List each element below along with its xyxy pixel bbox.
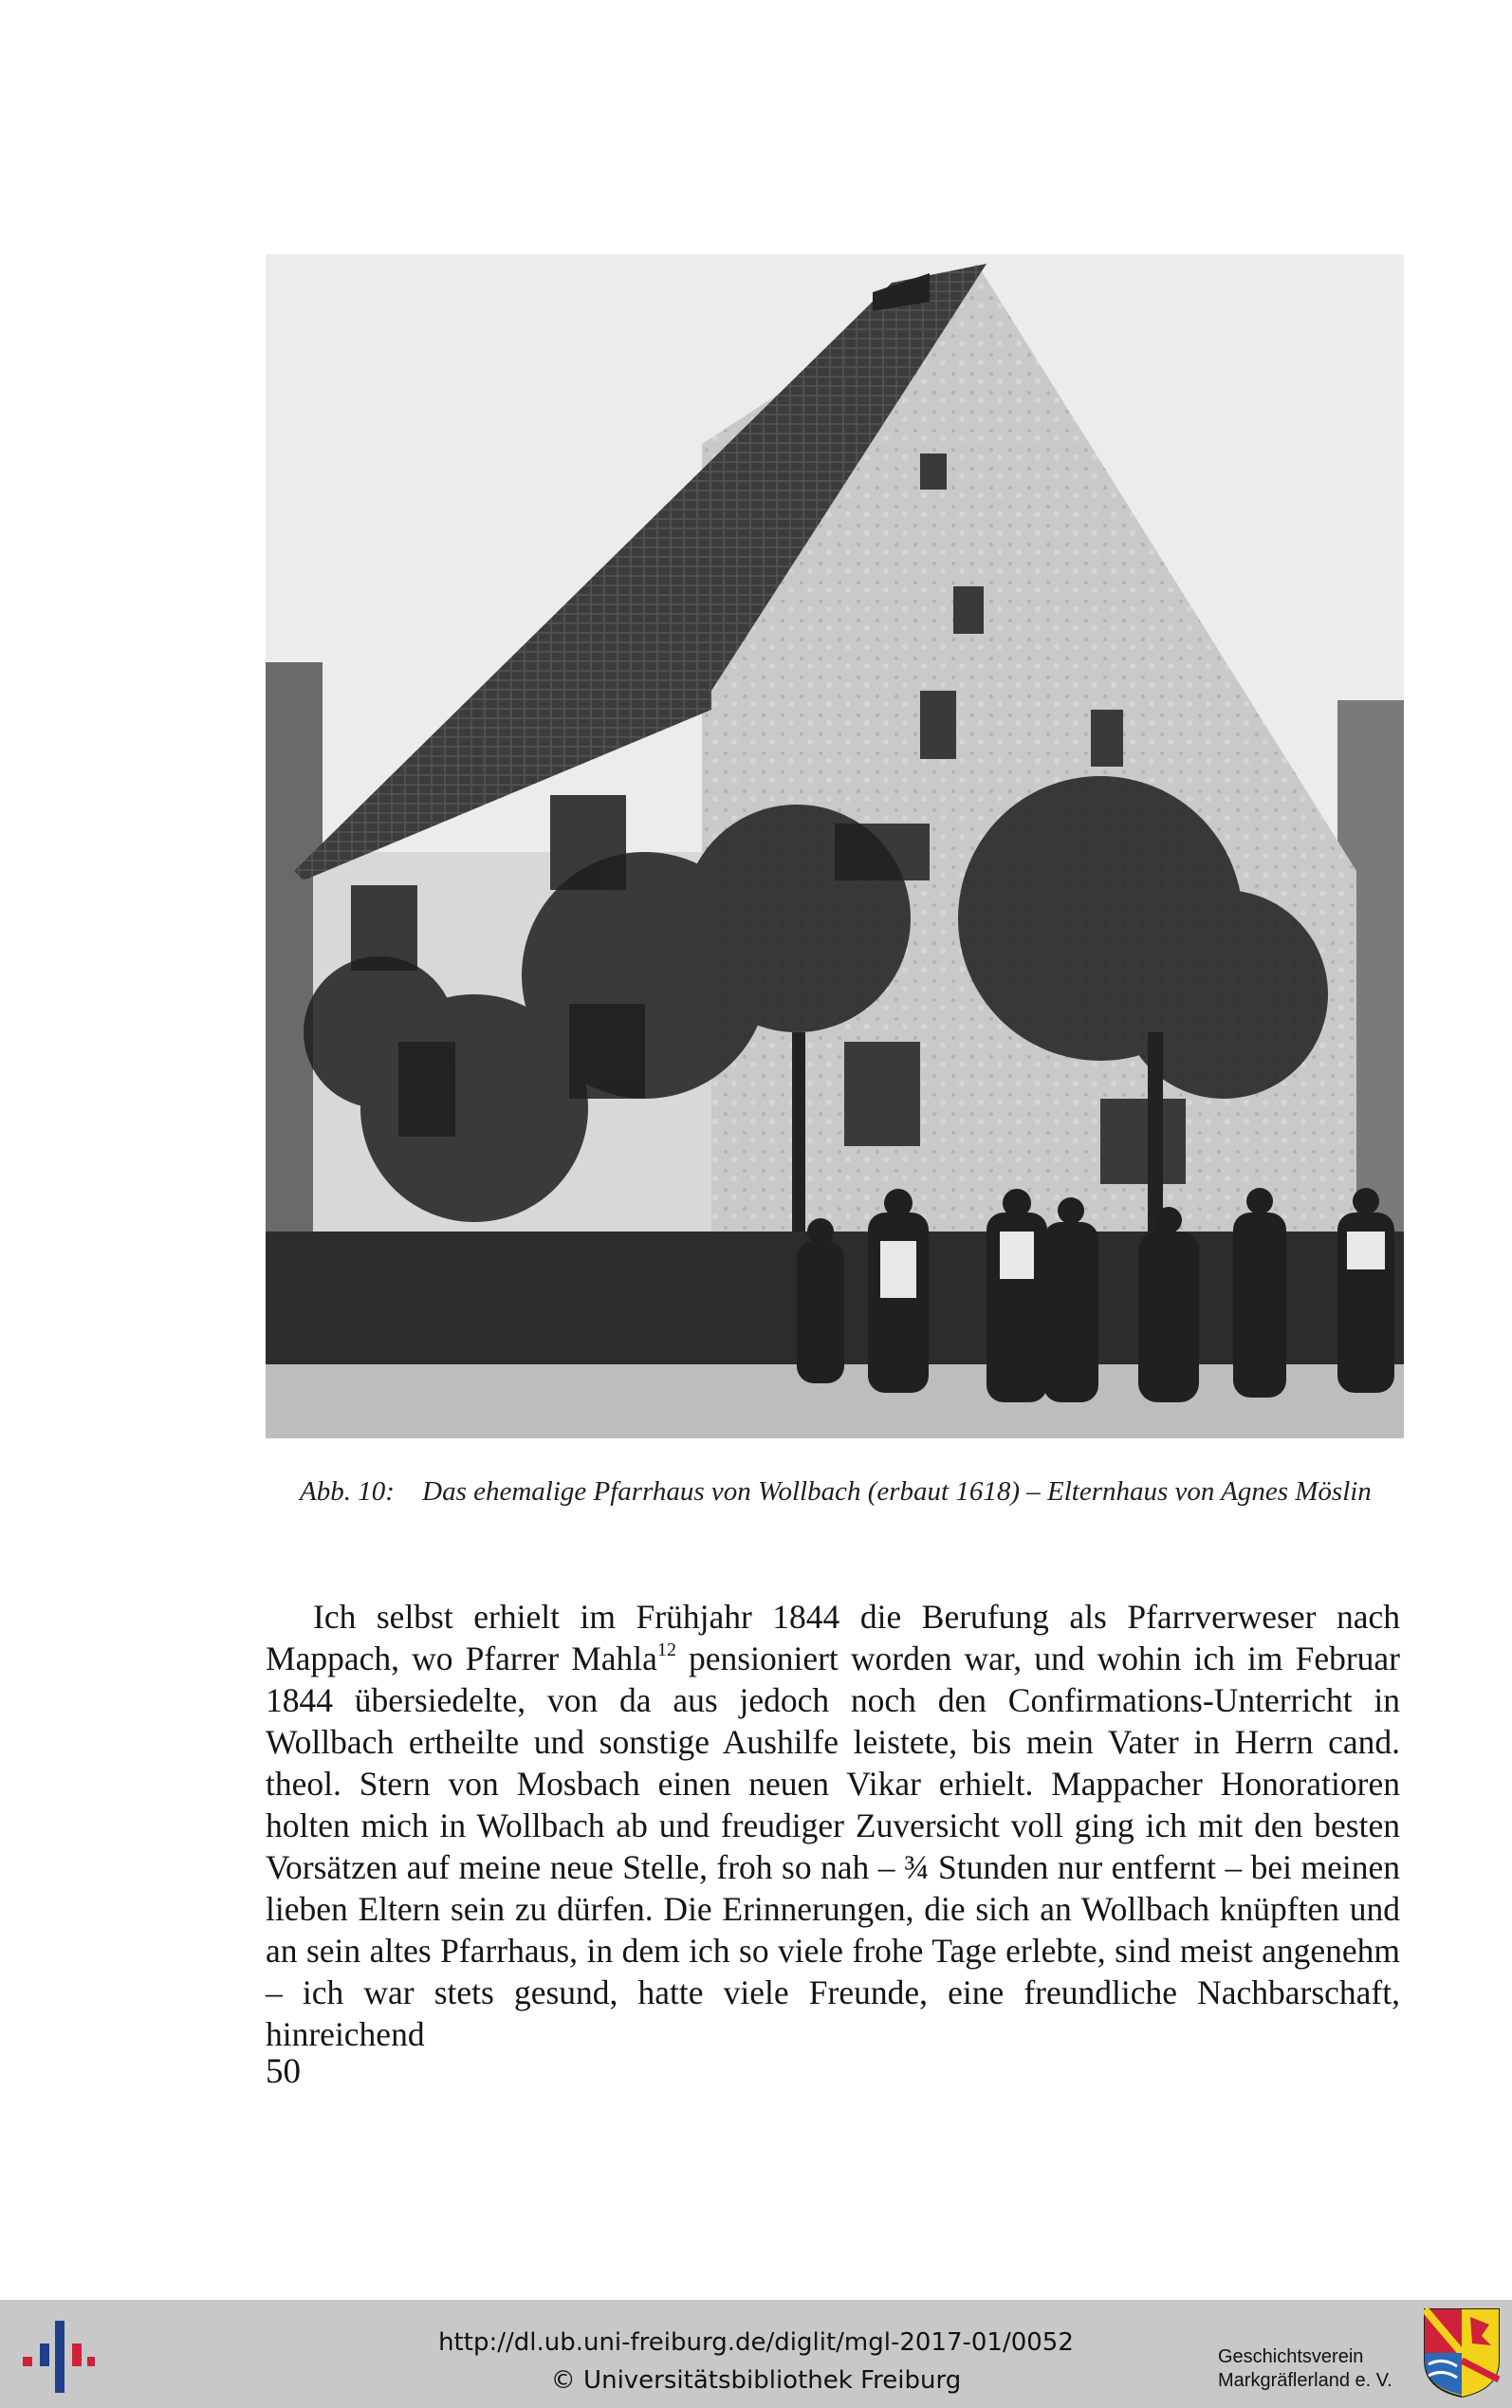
figure-label: Abb. 10: <box>300 1476 395 1507</box>
society-name <box>1218 2345 1392 2393</box>
paragraph <box>266 1596 1400 2055</box>
society-name-line1: Geschichtsverein <box>1218 2346 1364 2367</box>
paragraph-text-part1: Ich selbst erhielt im Frühjahr 1844 die Berufung als Pfarrverweser nach Mappach, wo Pfarrer Mahla <box>266 1598 1400 1677</box>
figure-caption-text: Das ehemalige Pfarrhaus von Wollbach (erbaut 1618) – Elternhaus von Agnes Möslin <box>422 1476 1372 1507</box>
society-name-line2: Markgräflerland e. V. <box>1218 2370 1392 2391</box>
footnote-reference[interactable]: 12 <box>656 1639 676 1660</box>
footer-copyright: © Universitätsbibliothek Freiburg <box>550 2366 962 2395</box>
old-rectory-photo <box>266 254 1404 1438</box>
body-text <box>266 1596 1400 2055</box>
paragraph-text-part2: pensioniert worden war, und wohin ich im Februar 1844 übersiedelte, von da aus jedoch noch den Confirmations-Unterricht in Wollbach ertheilte und sonstige Aushilfe leistete, bis mein Vater in Herrn cand. theol. Stern von Mosbach einen neuen Vikar erhielt. Mappacher Honoratioren holten mich in Wollbach ab und freudiger Zuversicht voll ging ich mit den besten Vorsätzen auf meine neue Stelle, froh so nah – ¾ Stunden nur entfernt – bei meinen lieben Eltern sein zu dürfen. Die Erinnerungen, die sich an Wollbach knüpften und an sein altes Pfarrhaus, in dem ich so viele frohe Tage erlebte, sind meist angenehm – ich war stets gesund, hatte viele Freunde, eine freundliche Nachbarschaft, hinreichend <box>266 1639 1400 2053</box>
page-number: 50 <box>266 2052 301 2091</box>
footer-url-link[interactable]: http://dl.ub.uni-freiburg.de/diglit/mgl-2017-01/0052 <box>438 2328 1074 2357</box>
figure-caption <box>300 1476 1372 1508</box>
figure-photograph <box>266 254 1404 1438</box>
coat-of-arms-icon <box>1423 2307 1501 2399</box>
